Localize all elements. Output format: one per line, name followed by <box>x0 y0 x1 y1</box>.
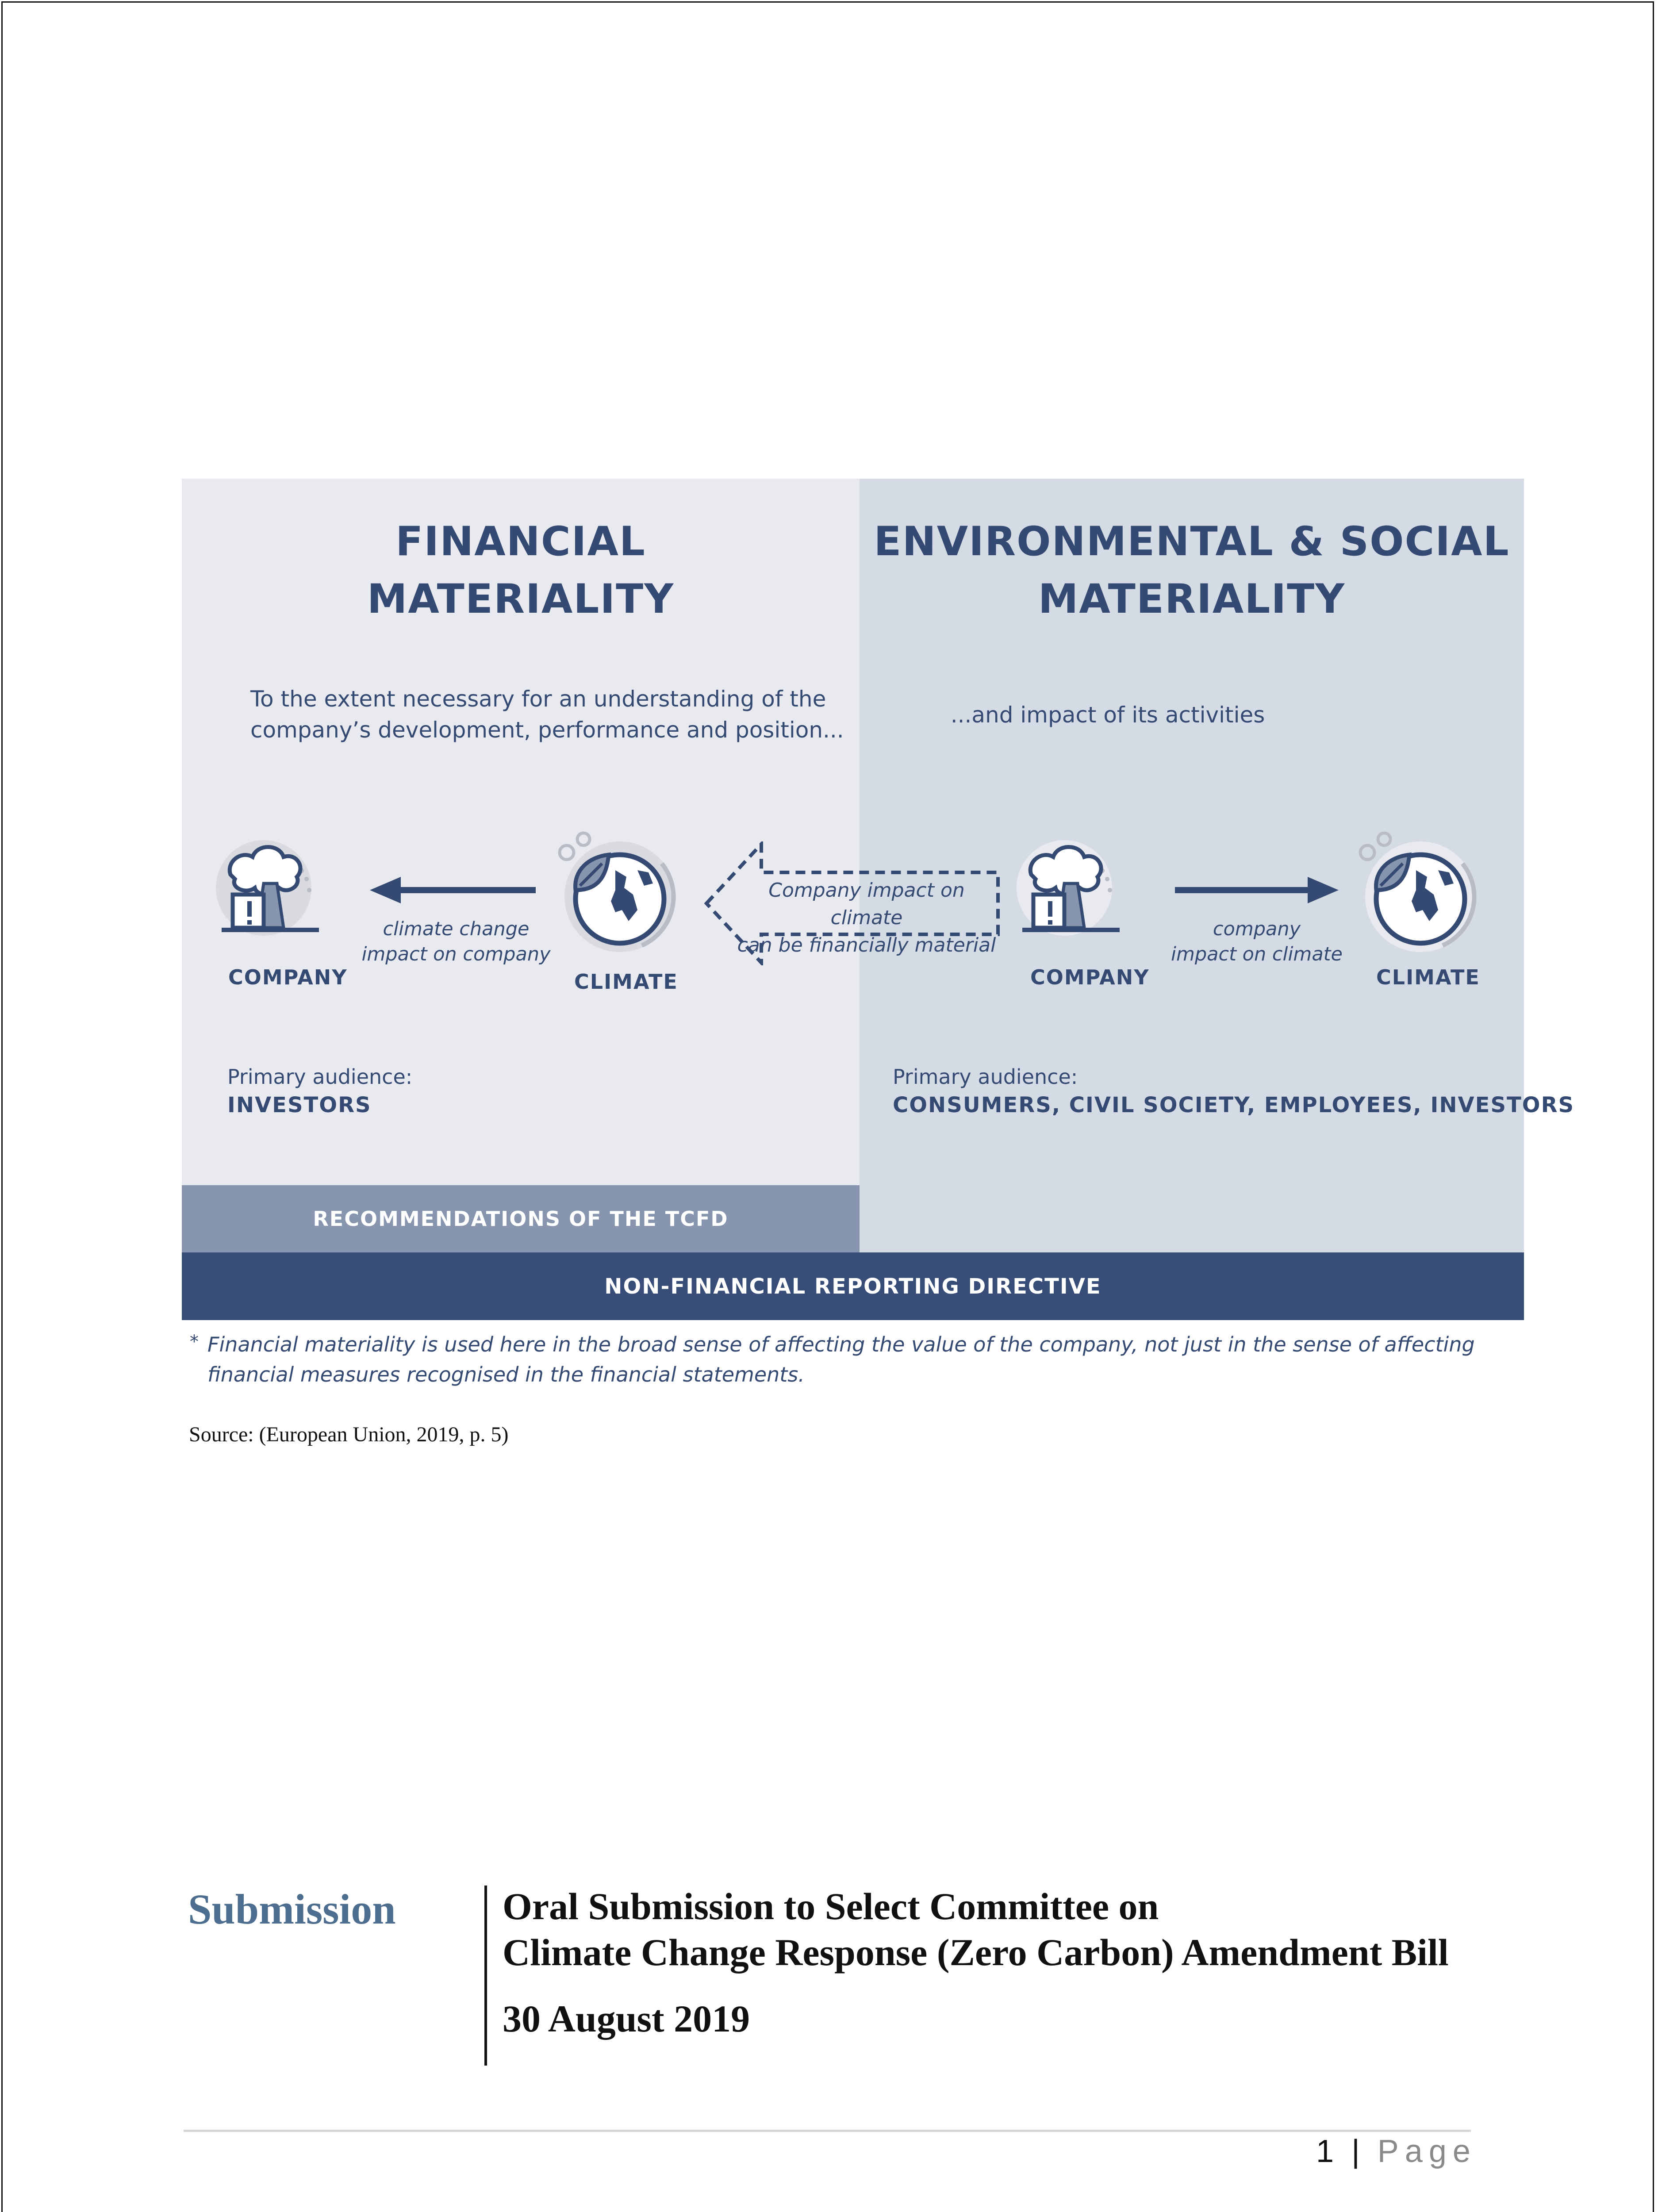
submission-divider <box>484 1886 487 2066</box>
left-audience-value: INVESTORS <box>227 1093 372 1118</box>
submission-title: Oral Submission to Select Committee on Climate Change Response (Zero Carbon) Amendment Bill <box>503 1885 1449 1974</box>
tcfd-bar: RECOMMENDATIONS OF THE TCFD <box>182 1185 860 1252</box>
page-word: Page <box>1377 2134 1477 2169</box>
left-audience-label: Primary audience: <box>227 1065 413 1089</box>
arrow-right-icon <box>1175 877 1339 903</box>
arrow-left-icon <box>370 877 538 903</box>
environmental-subtitle: ...and impact of its activities <box>950 702 1265 728</box>
page-number <box>1316 2133 1477 2170</box>
footer-divider <box>184 2130 1471 2132</box>
leaf-globe-icon <box>1350 828 1482 961</box>
left-climate-label: CLIMATE <box>574 970 678 994</box>
page-number-value: 1 <box>1316 2134 1339 2169</box>
left-arrow-label: climate change impact on company <box>361 918 551 965</box>
right-climate-label: CLIMATE <box>1376 965 1480 989</box>
right-audience-label: Primary audience: <box>893 1065 1078 1089</box>
right-company-label: COMPANY <box>1030 965 1150 989</box>
source-citation: Source: (European Union, 2019, p. 5) <box>189 1423 509 1446</box>
left-company-label: COMPANY <box>228 965 348 989</box>
middle-arrow-label: Company impact on climate can be financially material <box>737 879 996 956</box>
page-number-separator: | <box>1351 2134 1364 2169</box>
factory-icon <box>1013 833 1128 948</box>
submission-date: 30 August 2019 <box>503 1997 750 2040</box>
factory-icon <box>213 833 328 948</box>
materiality-figure <box>182 479 1575 1320</box>
right-arrow-label: company impact on climate <box>1171 918 1343 965</box>
figure-footnote <box>190 1329 1490 1390</box>
footnote-text: Financial materiality is used here in the broad sense of affecting the value of the company, not just in the sense of affecting financial measures recognised in the financial statements. <box>207 1333 1475 1386</box>
submission-label: Submission <box>188 1886 396 1933</box>
footnote-marker: * <box>190 1332 199 1352</box>
leaf-globe-icon <box>549 828 682 961</box>
financial-materiality-title: FINANCIAL MATERIALITY <box>367 518 675 622</box>
environmental-social-title: ENVIRONMENTAL & SOCIAL MATERIALITY <box>874 518 1510 622</box>
nfrd-bar: NON-FINANCIAL REPORTING DIRECTIVE <box>182 1252 1524 1320</box>
right-audience-value: CONSUMERS, CIVIL SOCIETY, EMPLOYEES, INVESTORS <box>893 1093 1575 1118</box>
financial-subtitle: To the extent necessary for an understanding of the company’s development, performance and position... <box>250 686 844 743</box>
